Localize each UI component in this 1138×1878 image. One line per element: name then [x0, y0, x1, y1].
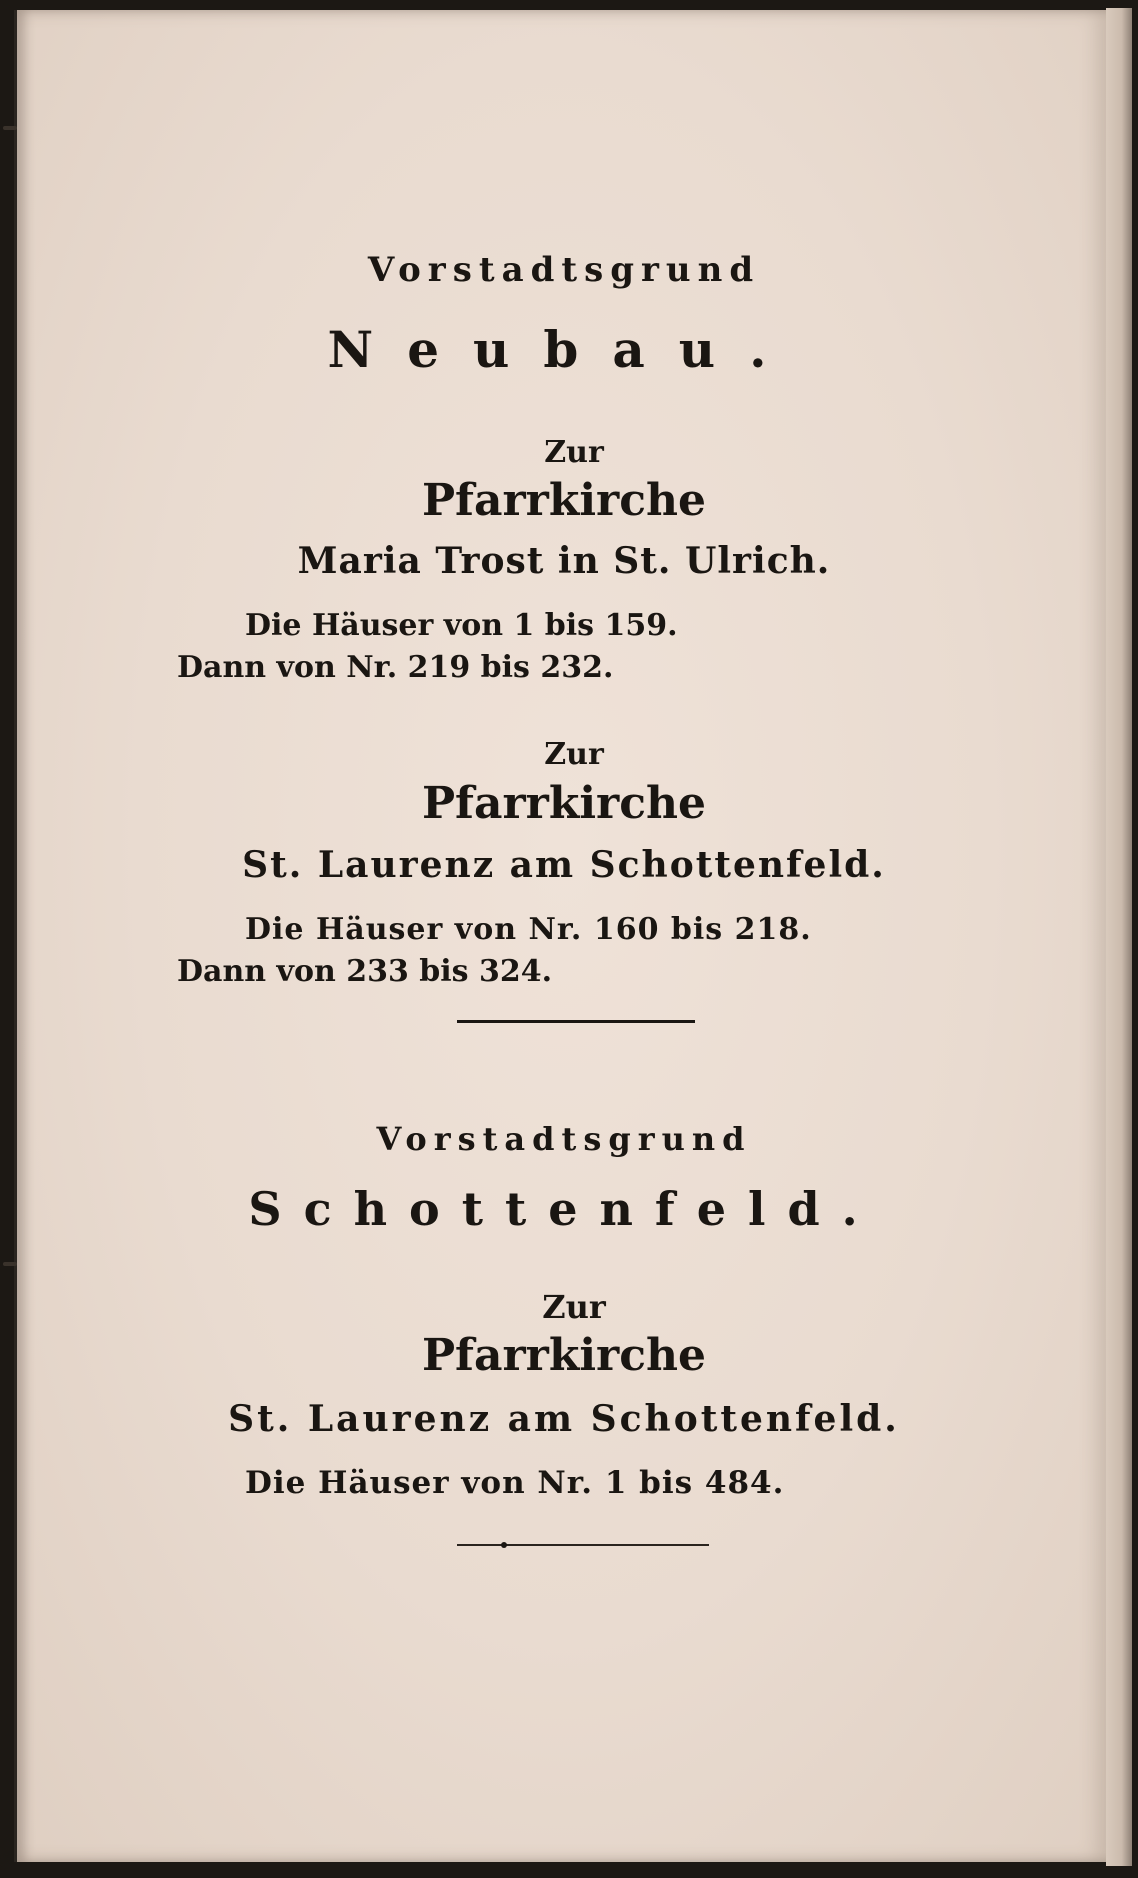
- book-page: [14, 10, 1111, 1862]
- section1-name: Neubau.: [327, 320, 801, 379]
- section1-parish1-line2: Dann von Nr. 219 bis 232.: [177, 650, 614, 685]
- section1-parish1-line1: Die Häuser von 1 bis 159.: [245, 608, 678, 643]
- page-edge: [1106, 8, 1132, 1866]
- section2-label: Vorstadtsgrund: [376, 1120, 752, 1158]
- section2-parish1-line1: Die Häuser von Nr. 1 bis 484.: [245, 1465, 785, 1501]
- section1-parish1-zur: Zur: [544, 435, 604, 470]
- divider-rule-2: [457, 1544, 709, 1546]
- section1-label: Vorstadtsgrund: [367, 250, 761, 290]
- section2-parish1-zur: Zur: [542, 1288, 606, 1326]
- divider-rule-1: [457, 1020, 695, 1023]
- section1-parish1-church: Pfarrkirche: [421, 475, 707, 526]
- section1-parish2-saint: St. Laurenz am Schottenfeld.: [242, 844, 886, 886]
- section1-parish1-saint: Maria Trost in St. Ulrich.: [297, 540, 831, 582]
- section1-parish2-line1: Die Häuser von Nr. 160 bis 218.: [245, 912, 812, 947]
- section1-parish2-zur: Zur: [544, 737, 604, 772]
- section2-parish1-church: Pfarrkirche: [421, 1330, 707, 1381]
- binding-stitch-top: [3, 126, 17, 130]
- section1-parish2-church: Pfarrkirche: [421, 778, 707, 829]
- section2-name: Schottenfeld.: [248, 1182, 880, 1236]
- section2-parish1-saint: St. Laurenz am Schottenfeld.: [228, 1398, 900, 1440]
- section1-parish2-line2: Dann von 233 bis 324.: [177, 954, 553, 989]
- divider-rule-2-ornament: [501, 1542, 507, 1548]
- binding-stitch-bottom: [3, 1262, 17, 1266]
